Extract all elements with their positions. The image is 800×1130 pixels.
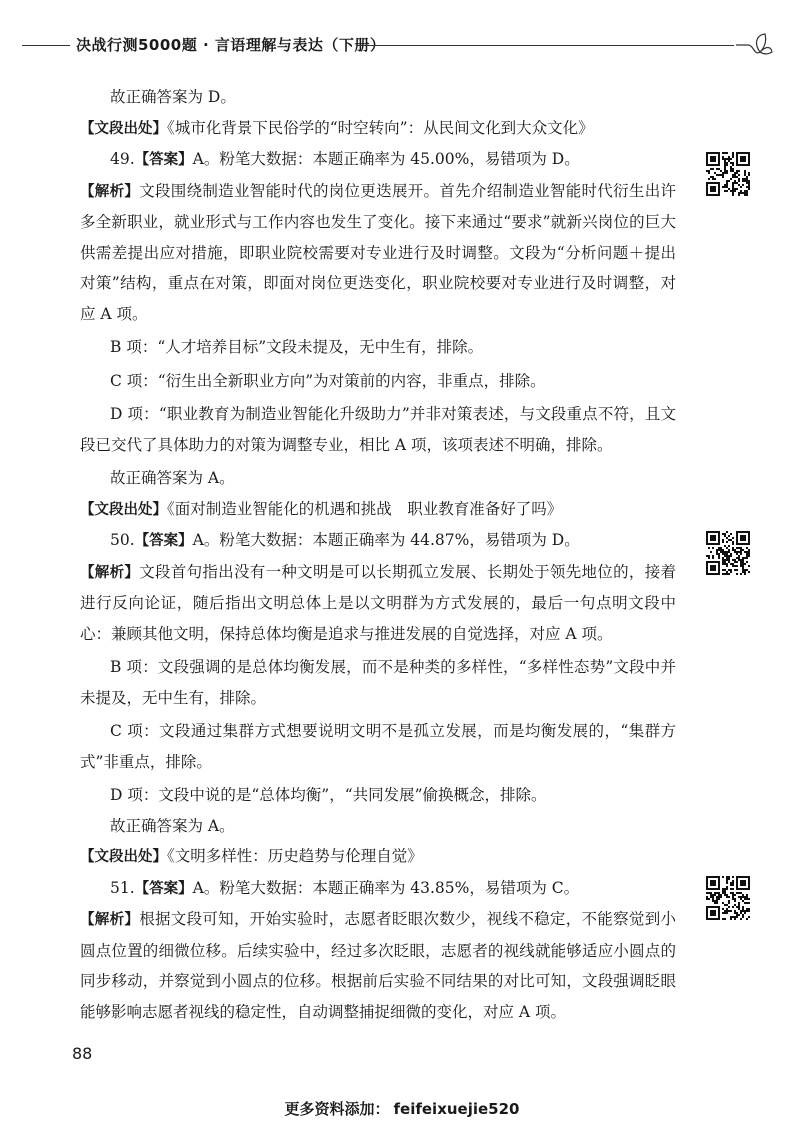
source-line-48: 【文段出处】《城市化背景下民俗学的“时空转向”：从民间文化到大众文化》: [80, 118, 594, 137]
option-c-49: C 项：“衍生出全新职业方向”为对策前的内容，非重点，排除。: [110, 371, 546, 390]
analysis-tag: 【解析】: [80, 183, 140, 200]
source-tag: 【文段出处】: [80, 849, 167, 865]
answer-tag: 【答案】: [134, 533, 193, 549]
option-d-49: D 项：“职业教育为制造业智能化升级助力”并非对策表述，与文段重点不符，且文段已交代了具体助力的对策为调整专业，相比 A 项，该项表述不明确，排除。: [80, 405, 676, 454]
source-tag: 【文段出处】: [80, 120, 167, 137]
answer-conclusion-49: 故正确答案为 A。: [110, 469, 235, 487]
answer-tag: 【答案】: [134, 152, 193, 168]
running-header: [0, 30, 800, 60]
answer-line-51: 51.【答案】A。粉笔大数据：本题正确率为 43.85%，易错项为 C。: [110, 878, 580, 897]
option-c-50: C 项：文段通过集群方式想要说明文明不是孤立发展，而是均衡发展的，“集群方式”非重点，排除。: [80, 722, 676, 771]
book-title: 决战行测5000题 · 言语理解与表达（下册）: [76, 36, 386, 54]
source-line-50: 【文段出处】《文明多样性：历史趋势与伦理自觉》: [80, 847, 423, 865]
option-b-50: B 项：文段强调的是总体均衡发展，而不是种类的多样性，“多样性态势”文段中并未提及，无中生有，排除。: [80, 658, 676, 707]
analysis-51: 【解析】根据文段可知，开始实验时，志愿者眨眼次数少，视线不稳定，不能察觉到小圆点位置的细微位移。后续实验中，经过多次眨眼，志愿者的视线就能够适应小圆点的同步移动，并察觉到小圆点的位移。根据前后实验不同结果的对比可知，文段强调眨眼能够影响志愿者视线的稳定性，自动调整捕捉细微的变化，对应 A 项。: [80, 910, 676, 1021]
answer-line-50: 50.【答案】A。粉笔大数据：本题正确率为 44.87%，易错项为 D。: [110, 531, 580, 549]
footer-label: 更多资料添加：: [284, 1100, 390, 1118]
analysis-tag: 【解析】: [80, 564, 140, 581]
source-line-49: 【文段出处】《面对制造业智能化的机遇和挑战 职业教育准备好了吗》: [80, 499, 563, 518]
source-tag: 【文段出处】: [80, 501, 167, 518]
analysis-49: 【解析】文段围绕制造业智能时代的岗位更迭展开。首先介绍制造业智能时代衍生出许多全新职业，就业形式与工作内容也发生了变化。接下来通过“要求”就新兴岗位的巨大供需差提出应对措施，即职业院校需要对专业进行及时调整。文段为“分析问题＋提出对策”结构，重点在对策，即面对岗位更迭变化，职业院校要对专业进行及时调整，对应 A 项。: [80, 181, 676, 323]
answer-line-49: 49.【答案】A。粉笔大数据：本题正确率为 45.00%，易错项为 D。: [110, 150, 580, 168]
footer-note: [0, 1098, 800, 1119]
qr-code-icon-49: [706, 152, 750, 196]
option-b-49: B 项：“人才培养目标”文段未提及，无中生有，排除。: [110, 338, 484, 356]
page-number: 88: [72, 1044, 93, 1063]
answer-conclusion-50: 故正确答案为 A。: [110, 816, 235, 835]
answer-conclusion-48: 故正确答案为 D。: [110, 88, 236, 106]
qr-code-icon-51: [706, 876, 750, 920]
analysis-50: 【解析】文段首句指出没有一种文明是可以长期孤立发展、长期处于领先地位的，接着进行反向论证，随后指出文明总体上是以文明群为方式发展的，最后一句点明文段中心：兼顾其他文明，保持总体均衡是追求与推进发展的自觉选择，对应 A 项。: [80, 562, 676, 643]
option-d-50: D 项：文段中说的是“总体均衡”，“共同发展”偷换概念，排除。: [110, 786, 547, 804]
analysis-tag: 【解析】: [80, 912, 140, 928]
footer-contact: feifeixuejie520: [393, 1100, 520, 1118]
qr-code-icon-50: [706, 531, 750, 575]
answer-tag: 【答案】: [134, 880, 193, 897]
header-rule-left: [22, 45, 70, 46]
header-rule-right: [356, 45, 734, 46]
page-content: [80, 82, 676, 1027]
leaf-sprout-icon: [734, 30, 774, 60]
